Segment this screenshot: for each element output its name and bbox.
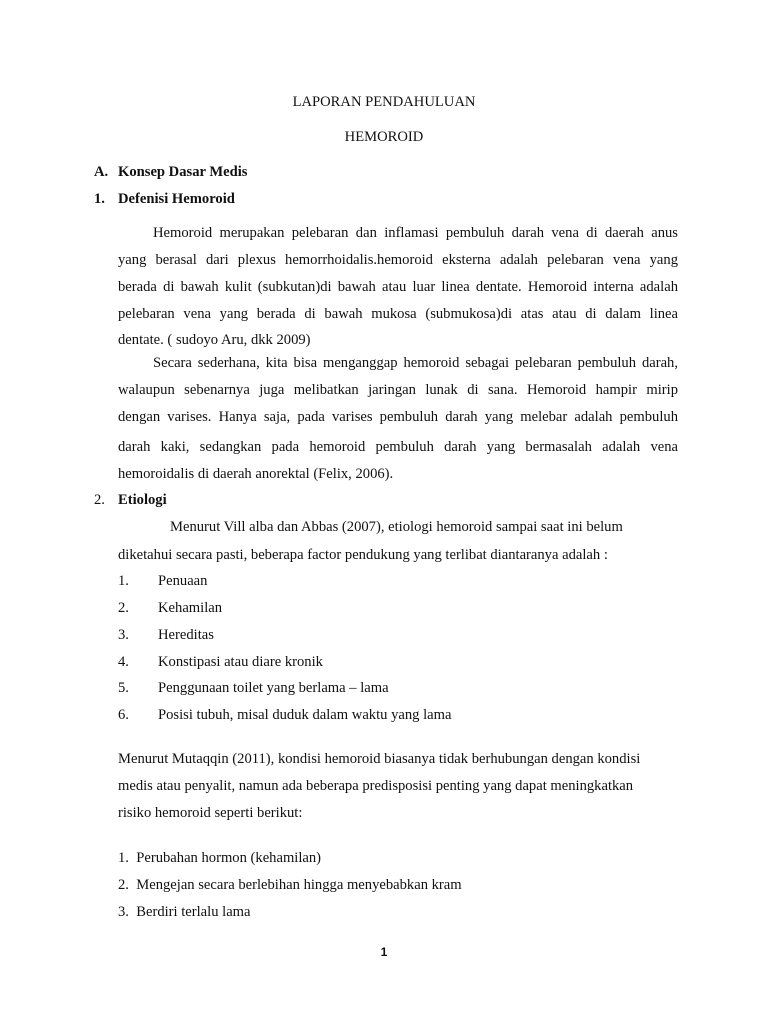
paragraph-line: medis atau penyalit, namun ada beberapa predisposisi penting yang dapat meningkatkan (118, 778, 634, 794)
paragraph-line: Menurut Mutaqqin (2011), kondisi hemoroid biasanya tidak berhubungan dengan kondisi (118, 751, 641, 767)
paragraph-line: Secara sederhana, kita bisa menganggap hemoroid sebagai pelebaran pembuluh darah, (153, 355, 678, 371)
paragraph-line: yang berasal dari plexus hemorrhoidalis.hemoroid eksterna adalah pelebaran vena yang (118, 252, 678, 268)
paragraph-line: Hemoroid merupakan pelebaran dan inflamasi pembuluh darah vena di daerah anus (153, 225, 678, 241)
paragraph-line: hemoroidalis di daerah anorektal (Felix, 2006). (118, 466, 394, 482)
list-item-number: 6. (118, 707, 129, 723)
paragraph-line: Menurut Vill alba dan Abbas (2007), etiologi hemoroid sampai saat ini belum (170, 519, 623, 535)
list-item: Penggunaan toilet yang berlama – lama (158, 680, 389, 696)
section-1-heading: Defenisi Hemoroid (118, 191, 235, 207)
list-item: 2. Mengejan secara berlebihan hingga menyebabkan kram (118, 877, 462, 893)
list-item: Kehamilan (158, 600, 223, 616)
paragraph-line: risiko hemoroid seperti berikut: (118, 805, 303, 821)
list-item-number: 5. (118, 680, 129, 696)
section-1-marker: 1. (94, 191, 105, 207)
list-item: Penuaan (158, 573, 208, 589)
list-item-number: 2. (118, 600, 129, 616)
paragraph-line: dengan varises. Hanya saja, pada varises pembuluh darah yang melebar adalah pembuluh (118, 409, 678, 425)
section-a-heading: Konsep Dasar Medis (118, 164, 248, 180)
paragraph-line: darah kaki, sedangkan pada hemoroid pembuluh darah yang bermasalah adalah vena (118, 439, 678, 455)
list-item: Hereditas (158, 627, 214, 643)
list-item: 1. Perubahan hormon (kehamilan) (118, 850, 322, 866)
section-2-marker: 2. (94, 492, 105, 508)
list-item: 3. Berdiri terlalu lama (118, 904, 251, 920)
document-title: LAPORAN PENDAHULUAN (292, 94, 476, 110)
list-item-number: 4. (118, 654, 129, 670)
paragraph-line: walaupun sebenarnya juga melibatkan jaringan lunak di sana. Hemoroid hampir mirip (118, 382, 678, 398)
paragraph-line: pelebaran vena yang berada di bawah mukosa (submukosa)di atas atau di dalam linea (118, 306, 678, 322)
paragraph-line: dentate. ( sudoyo Aru, dkk 2009) (118, 332, 311, 348)
page-number: 1 (380, 945, 388, 959)
paragraph-line: diketahui secara pasti, beberapa factor pendukung yang terlibat diantaranya adalah : (118, 547, 608, 563)
list-item: Konstipasi atau diare kronik (158, 654, 323, 670)
section-2-heading: Etiologi (118, 492, 167, 508)
document-subtitle: HEMOROID (344, 129, 424, 145)
paragraph-line: berada di bawah kulit (subkutan)di bawah atau luar linea dentate. Hemoroid interna adalah (118, 279, 678, 295)
section-a-marker: A. (94, 164, 109, 180)
list-item: Posisi tubuh, misal duduk dalam waktu yang lama (158, 707, 452, 723)
list-item-number: 1. (118, 573, 129, 589)
list-item-number: 3. (118, 627, 129, 643)
